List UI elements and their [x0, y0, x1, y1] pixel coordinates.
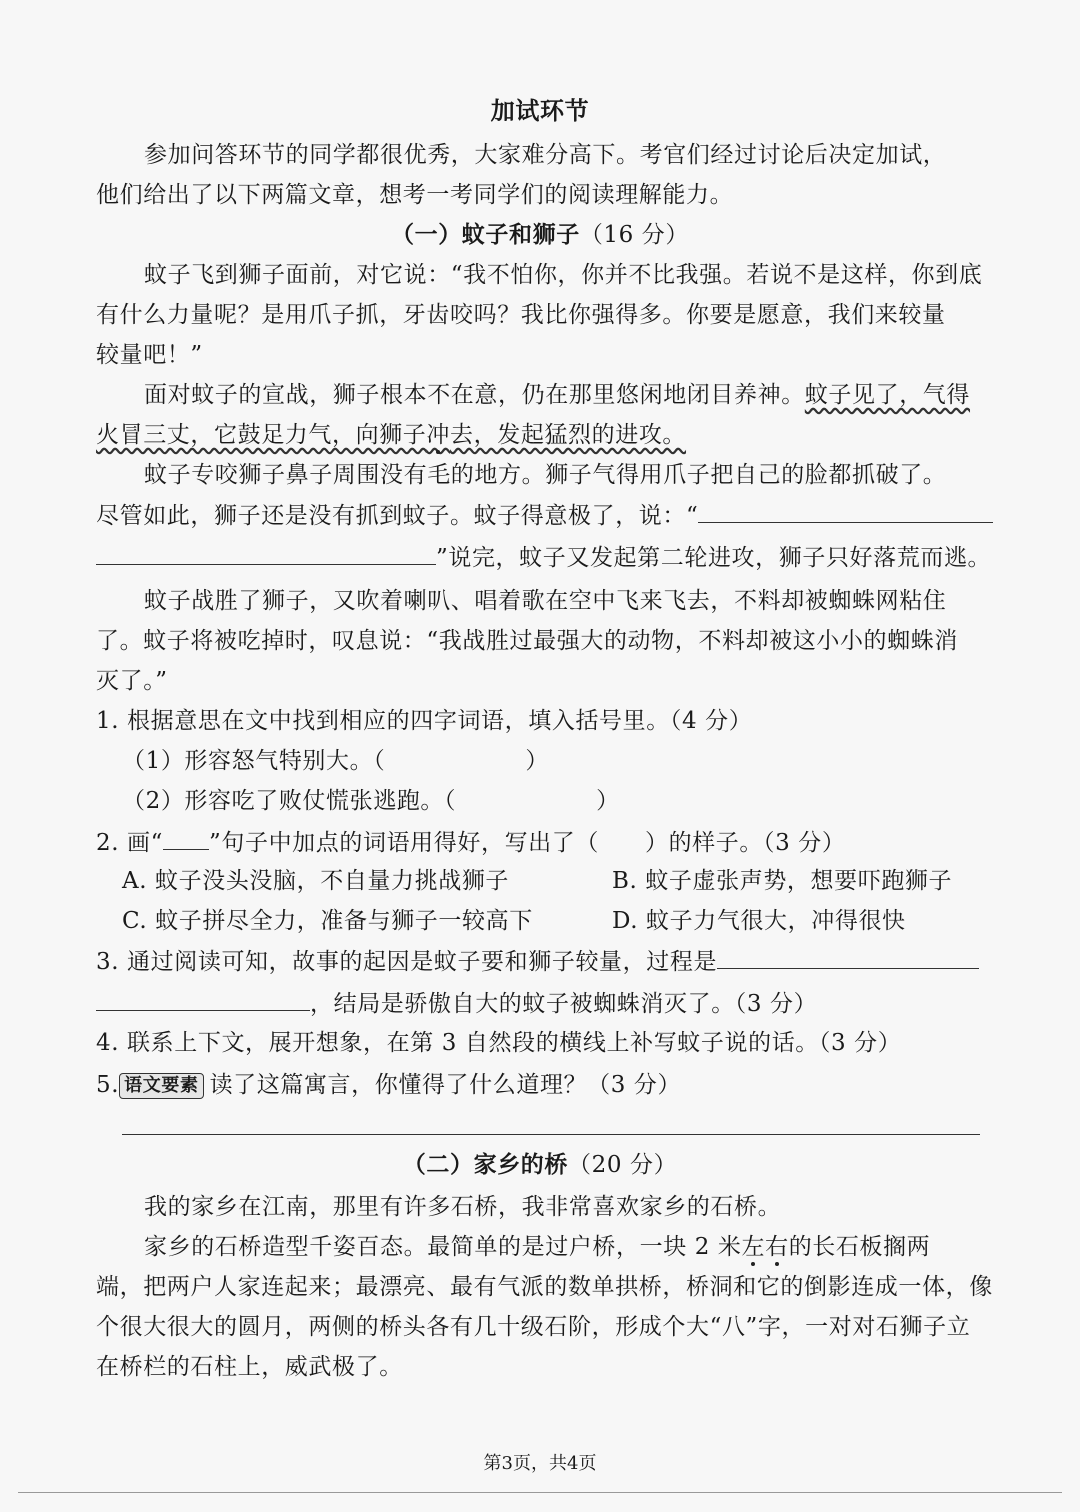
- p4-line-1: 蚊子战胜了狮子，又吹着喇叭、唱着歌在空中飞来飞去，不料却被蜘蛛网粘住: [144, 588, 947, 614]
- mosquito-quote-blank-1[interactable]: [698, 500, 993, 523]
- passage2-score: （20 分）: [568, 1152, 678, 1178]
- p2-text: 面对蚊子的宣战，狮子根本不在意，仍在那里悠闲地闭目养神。: [144, 382, 805, 408]
- bridge-text-b: 的长石板搁两: [788, 1234, 931, 1260]
- page-bottom-rule: [18, 1492, 1062, 1493]
- p3-line-2: [96, 500, 993, 531]
- page-number: 第3页，共4页: [483, 1453, 597, 1474]
- p1-line-3: 较量吧！”: [96, 342, 203, 368]
- question-3-line-2: [96, 988, 817, 1019]
- q3-blank-1[interactable]: [717, 946, 979, 969]
- p2-wavy-sentence-a: 火冒三丈，它鼓足力气，向狮子: [96, 422, 427, 448]
- q2-text-c: ）的样子。（3 分）: [644, 830, 846, 856]
- p3-end: ”说完，蚊子又发起第二轮进攻，狮子只好落荒而逃。: [436, 545, 992, 571]
- p2-wavy-sentence-b: 去，发起猛烈的进攻。: [450, 422, 687, 448]
- p2-para-2-line-4: 在桥栏的石柱上，威武极了。: [96, 1354, 403, 1380]
- p2-line-1: [144, 380, 970, 410]
- question-3: [96, 946, 979, 977]
- question-1-item-1: [122, 746, 549, 776]
- q2-line-sample: [163, 835, 209, 850]
- p2-para-2-line-2: 端，把两户人家连起来；最漂亮、最有气派的数单拱桥，桥洞和它的倒影连成一体，像: [96, 1274, 993, 1300]
- question-4: 4. 联系上下文，展开想象，在第 3 自然段的横线上补写蚊子说的话。（3 分）: [96, 1030, 902, 1056]
- passage2-title: （二）家乡的桥: [402, 1151, 568, 1178]
- option-d[interactable]: D. 蚊子力气很大，冲得很快: [612, 908, 906, 934]
- p4-line-3: 灭了。”: [96, 668, 168, 694]
- passage1-heading: [0, 220, 1080, 250]
- q1b-text: （2）形容吃了败仗慌张逃跑。（: [122, 788, 457, 814]
- q3-text-b: ，结局是骄傲自大的蚊子被蜘蛛消灭了。（3 分）: [310, 991, 818, 1017]
- page-title: 加试环节: [490, 96, 590, 125]
- option-c[interactable]: C. 蚊子拼尽全力，准备与狮子一较高下: [122, 908, 533, 934]
- bridge-text-a: 家乡的石桥造型千姿百态。最简单的是过户桥，一块 2 米: [144, 1234, 742, 1260]
- mosquito-quote-blank-2[interactable]: [96, 542, 436, 565]
- passage2-heading: [0, 1150, 1080, 1180]
- question-2: [96, 828, 845, 858]
- q3-text-a: 3. 通过阅读可知，故事的起因是蚊子要和狮子较量，过程是: [96, 949, 718, 975]
- q5-answer-line[interactable]: [122, 1134, 980, 1135]
- passage1-score: （16 分）: [579, 222, 689, 248]
- passage1-title: （一）蚊子和狮子: [391, 221, 580, 248]
- q2-text-b: ”句子中加点的词语用得好，写出了（: [209, 830, 599, 856]
- q2-text-a: 2. 画“: [96, 830, 164, 856]
- p3-text: 尽管如此，狮子还是没有抓到蚊子。蚊子得意极了，说：“: [96, 503, 699, 529]
- dotted-word-chong: 冲: [426, 422, 451, 448]
- option-a[interactable]: A. 蚊子没头没脑，不自量力挑战狮子: [122, 868, 510, 894]
- q5-tag: 语文要素: [119, 1073, 203, 1099]
- question-1-item-2: [122, 786, 620, 816]
- q1b-close: ）: [596, 788, 620, 814]
- p2-para-2-line-3: 个很大很大的圆月，两侧的桥头各有几十级石阶，形成个大“八”字，一对对石狮子立: [96, 1314, 971, 1340]
- option-b[interactable]: B. 蚊子虚张声势，想要吓跑狮子: [612, 868, 953, 894]
- p2-line-2: [96, 420, 686, 450]
- p1-line-2: 有什么力量呢？是用爪子抓，牙齿咬吗？我比你强得多。你要是愿意，我们来较量: [96, 302, 946, 328]
- p2-para-1: 我的家乡在江南，那里有许多石桥，我非常喜欢家乡的石桥。: [144, 1194, 782, 1220]
- question-1: 1. 根据意思在文中找到相应的四字词语，填入括号里。（4 分）: [96, 708, 753, 734]
- question-5: [96, 1070, 681, 1100]
- q5-text: 读了这篇寓言，你懂得了什么道理？（3 分）: [209, 1072, 682, 1098]
- q3-blank-2[interactable]: [96, 988, 310, 1011]
- q1a-text: （1）形容怒气特别大。（: [122, 748, 386, 774]
- dotted-word-zuo: 左: [741, 1234, 766, 1260]
- p3-line-1: 蚊子专咬狮子鼻子周围没有毛的地方。狮子气得用爪子把自己的脸都抓破了。: [144, 462, 947, 488]
- p2-para-2-line-1: [144, 1232, 930, 1262]
- intro-line-2: 他们给出了以下两篇文章，想考一考同学们的阅读理解能力。: [96, 182, 734, 208]
- q5-number: 5.: [96, 1072, 120, 1098]
- p1-line-1: 蚊子飞到狮子面前，对它说：“我不怕你，你并不比我强。若说不是这样，你到底: [144, 262, 983, 288]
- p3-line-3: [96, 542, 991, 573]
- q1a-close: ）: [525, 748, 549, 774]
- intro-line-1: 参加问答环节的同学都很优秀，大家难分高下。考官们经过讨论后决定加试，: [144, 142, 947, 168]
- dotted-word-you: 右: [765, 1234, 789, 1260]
- p2-wavy-sentence-start: 蚊子见了，气得: [804, 382, 971, 408]
- p4-line-2: 了。蚊子将被吃掉时，叹息说：“我战胜过最强大的动物，不料却被这小小的蜘蛛消: [96, 628, 958, 654]
